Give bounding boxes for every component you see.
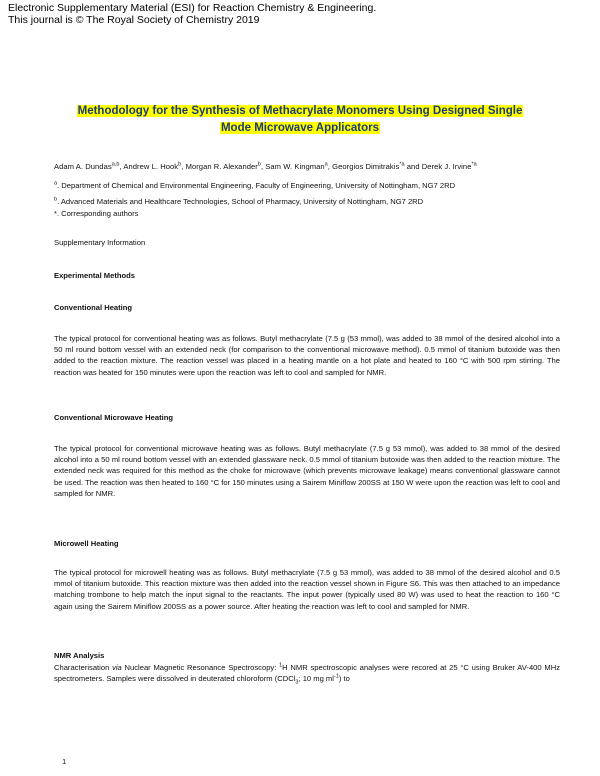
author-affil: b [178,161,182,168]
section-heading-experimental: Experimental Methods [54,271,136,280]
subsection-heading-nmr: NMR Analysis [54,651,105,660]
paragraph-microwell: The typical protocol for microwell heating was as follows. Butyl methacrylate (7.5 g 53 mmol), was added to 38 mmol of the desired alcohol and 0.5 mmol of titanium butoxide. This reaction mixture was then added into the reaction vessel shown in Figure S6. This was then attached to an impedance matching trombone to help match the input signal to the reactants. The input power (typically used 80 W) was used to heat the reaction to 160 °C again using the Sairem Miniflow 200SS as a power source. After heating the reaction was left to cool and sampled for NMR. [54,568,560,611]
author-affil: a [324,161,328,168]
supplementary-label: Supplementary Information [54,238,146,247]
author-affil: *a [399,161,405,168]
author-affil: a,b [111,161,120,168]
corresponding-authors: *. Corresponding authors [54,208,139,218]
esi-header-line1: Electronic Supplementary Material (ESI) for Reaction Chemistry & Engineering. [8,2,377,14]
author-name: Georgios Dimitrakis [332,162,400,171]
paragraph-conv-microwave: The typical protocol for conventional microwave heating was as follows. Butyl methacrylate (7.5 g 53 mmol), was added to 38 mmol of the desired alcohol into a 50 ml round bottom vessel with an extended glassware neck. 0.5 mmol of titanium butoxide was then added to the reaction mixture. The extended neck was required for this method as the choke for microwave (which prevents microwave leakage) means conventional glassware cannot be used. The reaction was then heated to 160 °C for 150 minutes using a Sairem Miniflow 200SS at 150 W were upon the reaction was left to cool and sampled for NMR. [54,444,560,498]
author-affil: b [257,161,261,168]
subsection-heading-conventional: Conventional Heating [54,303,133,312]
author-name: Adam A. Dundas [54,162,112,171]
front-matter [54,161,560,219]
author-name: Andrew L. Hook [123,162,179,171]
affiliation-a: $^a$. Department of Chemical and Environmental Engineering, Faculty of Engineering, University of Nottingham, NG7 2RD [54,180,456,191]
esi-header-line2: This journal is © The Royal Society of Chemistry 2019 [8,14,260,26]
subsection-heading-microwell: Microwell Heating [54,539,119,548]
author-name: Derek J. Irvine [421,162,472,171]
esi-header [8,2,376,26]
author-name: Morgan R. Alexander [185,162,258,171]
paragraph-nmr: Characterisation via Nuclear Magnetic Resonance Spectroscopy: $^1$H NMR spectroscopic analyses were recored at 25 °C using Bruker AV-400 MHz spectrometers. Samples were dissolved in deuterated chloroform (CDCl$_3$; 10 mg $ml^{-1}$) to [54,662,560,686]
paper-title [40,103,560,137]
author-name: Sam W. Kingman [265,162,325,171]
author-list: Adam A. Dundas$^{a,b}$, Andrew L. Hook$^b$, Morgan R. Alexander$^b$, Sam W. Kingman$^a$, Georgios Dimitrakis$^{*a}$ and Derek J. Irvine$^{*a}$ [54,161,477,171]
subsection-heading-conv-microwave: Conventional Microwave Heating [54,413,173,422]
paper-title-line2: Mode Microwave Applicators [220,122,380,134]
page-number: 1 [62,757,67,766]
paper-title-line1: Methodology for the Synthesis of Methacrylate Monomers Using Designed Single [77,105,523,117]
affiliation-b: $^b$. Advanced Materials and Healthcare Technologies, School of Pharmacy, University of Nottingham, NG7 2RD [54,196,424,207]
author-affil: *a [471,161,477,168]
paragraph-conventional: The typical protocol for conventional heating was as follows. Butyl methacrylate (7.5 g (53 mmol), was added to 38 mmol of the desired alcohol into a 50 ml round bottom vessel with an extended neck (for comparison to the conventional microwave method). 0.5 mmol of titanium butoxide was then added to the reaction mixture. The reaction vessel was placed in a heating mantle on a hot plate and heated to 160 °C with 500 rpm stirring. The reaction was heated for 150 minutes were upon the reaction was left to cool and sampled for NMR. [54,334,560,377]
